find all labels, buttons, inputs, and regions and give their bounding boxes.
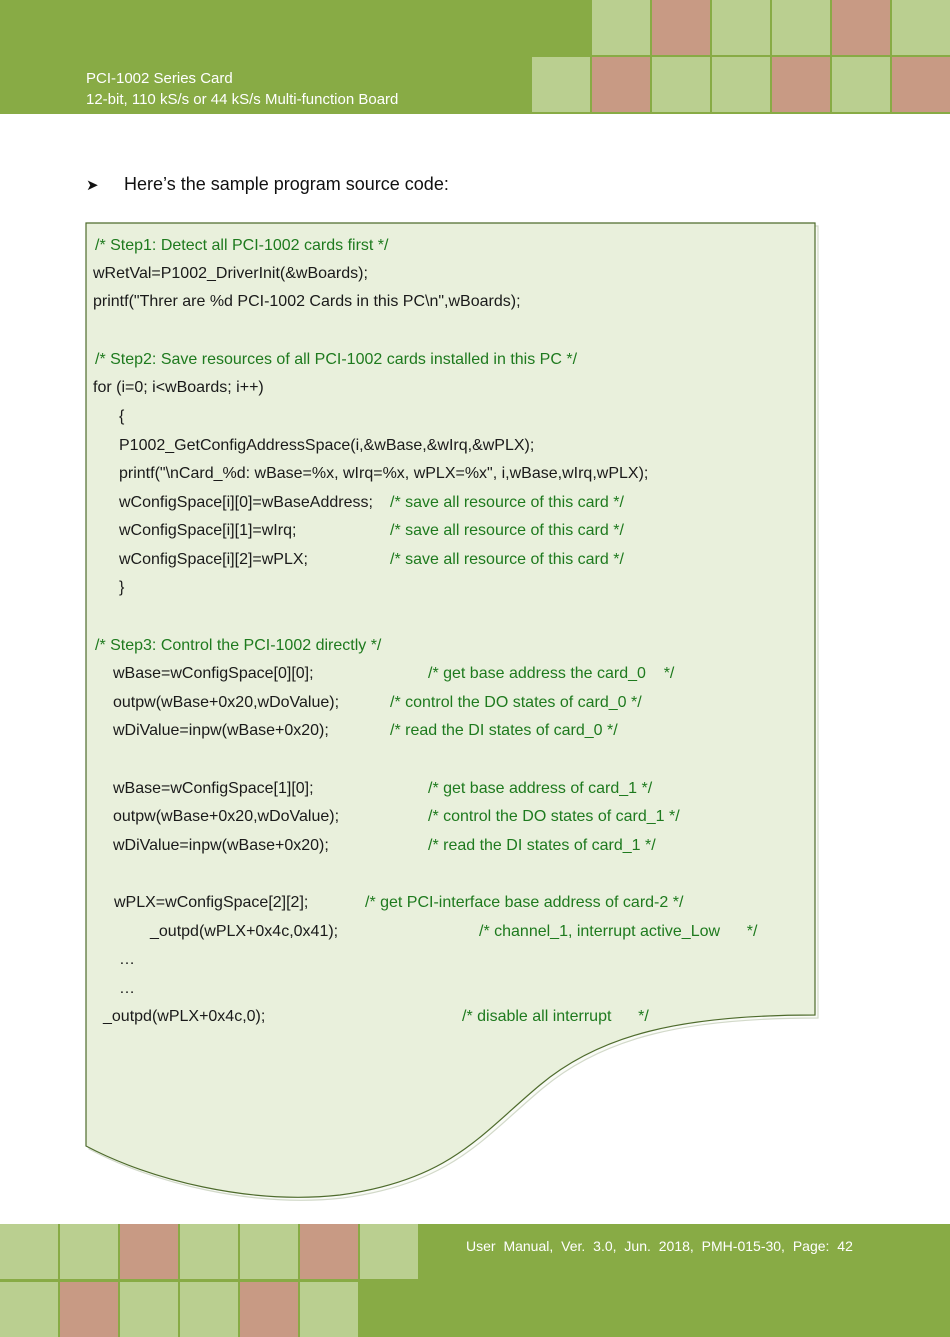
code-line: _outpd(wPLX+0x4c,0x41); [150, 923, 339, 940]
code-line: … [119, 980, 135, 997]
code-line: outpw(wBase+0x20,wDoValue); [113, 808, 340, 825]
code-line: printf("Threr are %d PCI-1002 Cards in this PC\n",wBoards); [93, 293, 521, 310]
code-line: _outpd(wPLX+0x4c,0); [103, 1008, 266, 1025]
code-comment: /* control the DO states of card_0 */ [390, 694, 642, 711]
code-line: { [119, 408, 125, 425]
code-line: } [119, 579, 125, 596]
code-comment: /* channel_1, interrupt active_Low */ [479, 923, 758, 940]
code-line: wPLX=wConfigSpace[2][2]; [114, 894, 309, 911]
code-line: wDiValue=inpw(wBase+0x20); [113, 722, 329, 739]
code-comment: /* read the DI states of card_0 */ [390, 722, 618, 739]
code-line: printf("\nCard_%d: wBase=%x, wIrq=%x, wPLX=%x", i,wBase,wIrq,wPLX); [119, 465, 649, 482]
code-line: wConfigSpace[i][0]=wBaseAddress; [119, 494, 373, 511]
code-comment: /* disable all interrupt */ [462, 1008, 649, 1025]
code-comment: /* get base address the card_0 */ [428, 665, 675, 682]
arrow-bullet-icon: ➤ [86, 176, 99, 194]
code-comment: /* save all resource of this card */ [390, 551, 624, 568]
code-line: wBase=wConfigSpace[0][0]; [113, 665, 314, 682]
code-line: outpw(wBase+0x20,wDoValue); [113, 694, 340, 711]
code-comment-step2: /* Step2: Save resources of all PCI-1002 cards installed in this PC */ [95, 351, 578, 368]
footer-tile [180, 1282, 238, 1337]
intro-text: Here’s the sample program source code: [124, 174, 449, 194]
code-line: wConfigSpace[i][1]=wIrq; [119, 522, 297, 539]
code-line: wConfigSpace[i][2]=wPLX; [119, 551, 308, 568]
footer-tile [360, 1224, 418, 1279]
code-line: for (i=0; i<wBoards; i++) [93, 379, 264, 396]
product-name: PCI-1002 Series Card [86, 70, 233, 87]
code-comment: /* save all resource of this card */ [390, 522, 624, 539]
footer-tile [120, 1224, 178, 1279]
code-line: … [119, 951, 135, 968]
product-subtitle: 12-bit, 110 kS/s or 44 kS/s Multi-function Board [86, 91, 399, 108]
code-comment: /* control the DO states of card_1 */ [428, 808, 680, 825]
code-comment-step1: /* Step1: Detect all PCI-1002 cards first */ [95, 237, 389, 254]
footer-tile [300, 1282, 358, 1337]
footer-tile [240, 1282, 298, 1337]
code-comment: /* read the DI states of card_1 */ [428, 837, 656, 854]
footer-tile [240, 1224, 298, 1279]
code-line: wBase=wConfigSpace[1][0]; [113, 780, 314, 797]
code-comment-step3: /* Step3: Control the PCI-1002 directly */ [95, 637, 382, 654]
code-comment: /* get PCI-interface base address of card-2 */ [365, 894, 684, 911]
code-comment: /* save all resource of this card */ [390, 494, 624, 511]
footer-tile [60, 1224, 118, 1279]
footer-tile [0, 1224, 58, 1279]
code-line: P1002_GetConfigAddressSpace(i,&wBase,&wIrq,&wPLX); [119, 437, 535, 454]
footer-tile [120, 1282, 178, 1337]
code-line: wDiValue=inpw(wBase+0x20); [113, 837, 329, 854]
footer-tile [180, 1224, 238, 1279]
footer-tile [300, 1224, 358, 1279]
code-line: wRetVal=P1002_DriverInit(&wBoards); [93, 265, 368, 282]
footer-tile [0, 1282, 58, 1337]
footer-tile [60, 1282, 118, 1337]
footer-page-info: User Manual, Ver. 3.0, Jun. 2018, PMH-015-30, Page: 42 [466, 1238, 853, 1254]
code-comment: /* get base address of card_1 */ [428, 780, 653, 797]
